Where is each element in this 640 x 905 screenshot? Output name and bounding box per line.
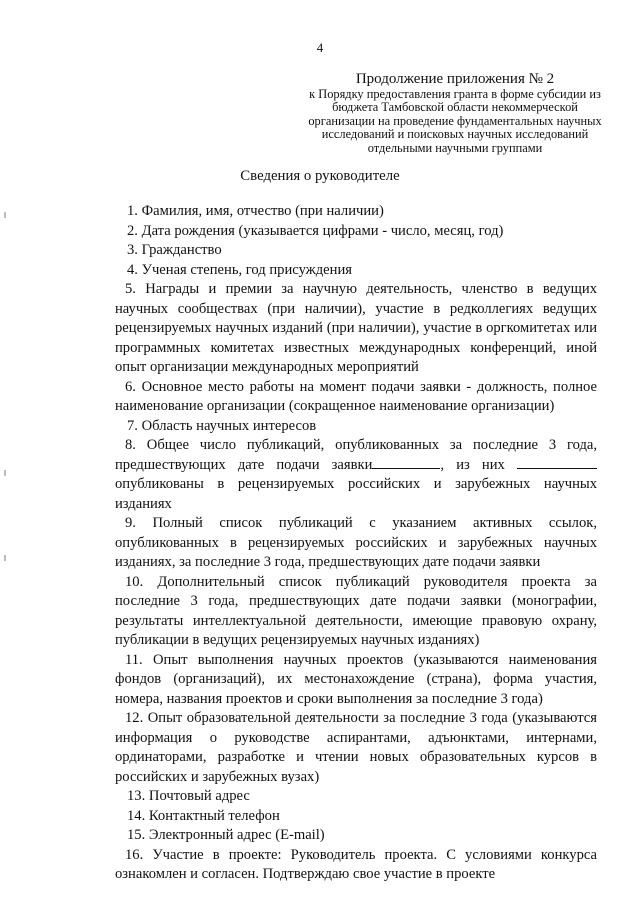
item-text: опубликованы в рецензируемых российских и зарубежных научных изданиях — [115, 476, 597, 512]
appendix-title: Продолжение приложения № 2 — [355, 71, 555, 87]
item-text: Гражданство — [141, 242, 222, 258]
item-text: Основное место работы на момент подачи заявки - должность, полное наименование организации (сокращенное наименование организации) — [115, 378, 597, 414]
item-text: Полный список публикаций с указанием активных ссылок, опубликованных в рецензируемых российских и зарубежных научных изданиях, за последние 3 года, предшествующих дате подачи заявки — [115, 515, 597, 570]
section-heading: Сведения о руководителе — [240, 168, 400, 184]
appendix-line: исследований и поисковых научных исследований — [321, 127, 589, 142]
list-item — [115, 651, 597, 710]
item-number: 15. — [127, 827, 146, 843]
blank-line — [517, 456, 597, 469]
list-item — [115, 826, 597, 846]
page-number: 4 — [316, 40, 324, 55]
appendix-line: отдельными научными группами — [367, 140, 543, 155]
appendix-line: к Порядку предоставления гранта в форме субсидии из — [309, 87, 601, 101]
list-item — [115, 807, 597, 827]
list-item — [115, 787, 597, 807]
item-text: Ученая степень, год присуждения — [141, 261, 352, 278]
item-number: 10. — [125, 573, 144, 590]
item-number: 13. — [127, 788, 146, 804]
list-item — [115, 241, 597, 261]
list-item — [115, 573, 597, 651]
item-text: Дополнительный список публикаций руководителя проекта за последние 3 года, предшествующих дате подачи заявки (монографии, результаты интеллектуальной деятельности, имеющие правовую охрану, публикации в ведущих рецензируемых научных изданиях) — [115, 573, 597, 648]
item-number: 14. — [127, 807, 146, 824]
list-item — [115, 261, 597, 281]
item-number: 12. — [125, 710, 144, 726]
item-text: Почтовый адрес — [148, 788, 250, 804]
item-text: Опыт выполнения научных проектов (указываются наименования фондов (организаций), их местонахождение (страна), форма участия, номера, названия проектов и сроки выполнения за последние 3 года) — [115, 651, 597, 707]
item-text: Опыт образовательной деятельности за последние 3 года (указываются информация о руководстве аспирантами, адъюнктами, интернами, ординаторами, разработке и чтении новых образовательных курсов в российских и зарубежных вузах) — [115, 710, 597, 785]
item-text: Награды и премии за научную деятельность, членство в ведущих научных сообществах (при наличии), участие в редколлегиях ведущих рецензируемых научных изданий (при наличии), участие в оргкомитетах или программных комитетах известных международных конференций, иной опыт организации международных мероприятий — [115, 281, 597, 375]
list-item — [115, 709, 597, 787]
list-item — [115, 202, 597, 222]
item-number: 7. — [127, 417, 138, 434]
item-number: 1. — [127, 203, 138, 219]
item-text: Участие в проекте: Руководитель проекта. С условиями конкурса ознакомлен и согласен. Подтверждаю свое участие в проекте — [115, 846, 597, 882]
scan-mark — [4, 470, 6, 476]
list-item — [115, 378, 597, 417]
blank-line — [372, 456, 440, 469]
item-text: Контактный телефон — [148, 807, 280, 824]
item-number: 3. — [127, 242, 138, 258]
item-text: Фамилия, имя, отчество (при наличии) — [141, 203, 384, 219]
appendix-line: организации на проведение фундаментальных научных — [308, 113, 602, 128]
item-number: 6. — [125, 378, 136, 395]
item-number: 5. — [125, 281, 136, 297]
item-text: , из них — [440, 456, 505, 473]
item-text: Область научных интересов — [141, 417, 317, 434]
item-text: Электронный адрес (E-mail) — [148, 827, 325, 843]
list-item — [115, 280, 597, 378]
appendix-line: бюджета Тамбовской области некоммерческой — [332, 100, 578, 115]
item-number: 2. — [127, 222, 138, 239]
list-item — [115, 514, 597, 573]
item-number: 16. — [125, 846, 144, 863]
item-text: Дата рождения (указывается цифрами - число, месяц, год) — [141, 222, 504, 239]
item-number: 8. — [125, 437, 136, 453]
item-number: 11. — [125, 651, 143, 668]
list-item — [115, 417, 597, 437]
item-number: 4. — [127, 261, 138, 278]
list-item — [115, 436, 597, 514]
item-number: 9. — [125, 515, 136, 531]
items-list — [115, 202, 597, 885]
scan-mark — [4, 212, 6, 218]
appendix-header — [300, 70, 610, 155]
list-item — [115, 222, 597, 242]
list-item — [115, 846, 597, 885]
scan-mark — [4, 555, 6, 561]
item-text: Общее число публикаций, опубликованных за последние 3 года, предшествующих дате подачи заявки — [115, 437, 597, 473]
